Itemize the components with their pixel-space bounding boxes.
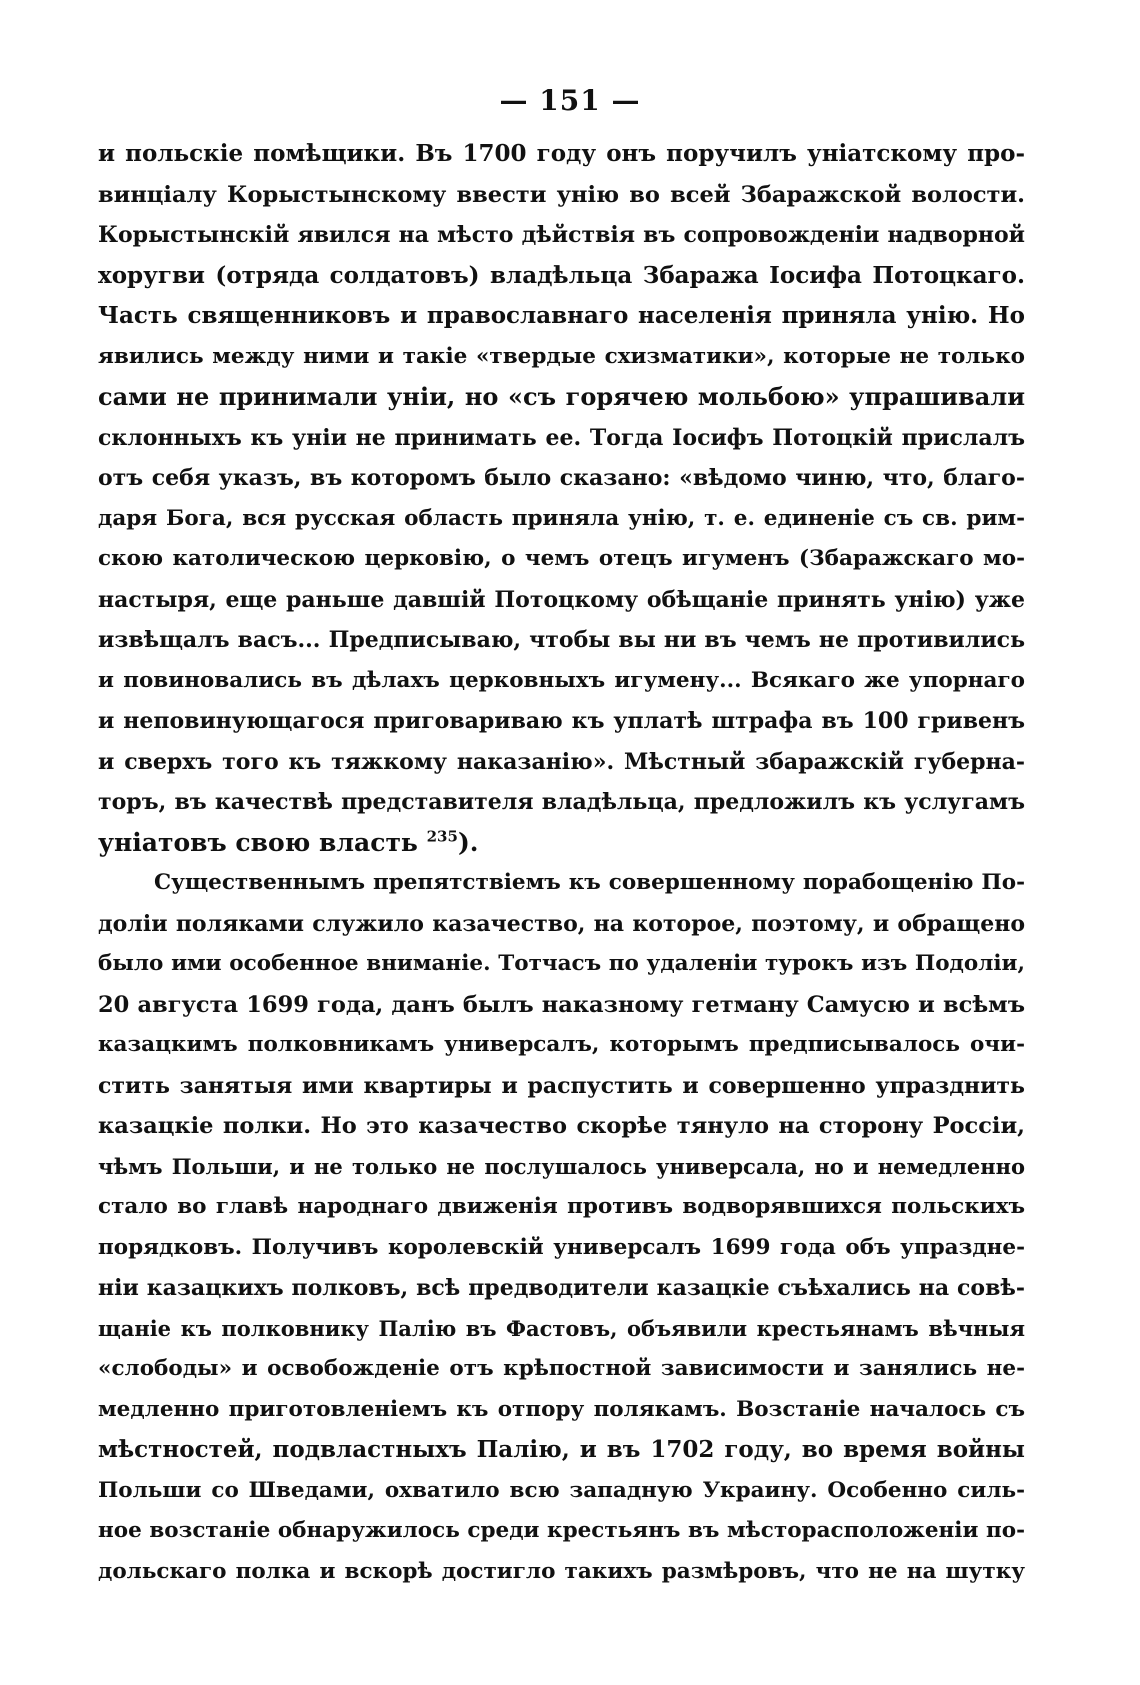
paragraph-2 bbox=[98, 863, 1025, 1592]
text-line: стало во главѣ народнаго движенія противъ водворявшихся польскихъ bbox=[98, 1194, 1025, 1219]
text-line: Существеннымъ препятствіемъ къ совершенному порабощенію По- bbox=[154, 870, 1025, 895]
text-line: было ими особенное вниманіе. Тотчасъ по удаленіи турокъ изъ Подоліи, bbox=[98, 951, 1025, 976]
text-line: Часть священниковъ и православнаго населенія приняла унію. Но bbox=[98, 302, 1025, 329]
text-line: казацкіе полки. Но это казачество скорѣе тянуло на сторону Россіи, bbox=[98, 1113, 1025, 1139]
text-line: казацкимъ полковникамъ универсалъ, которымъ предписывалось очи- bbox=[98, 1032, 1025, 1057]
text-line: ніи казацкихъ полковъ, всѣ предводители казацкіе съѣхались на совѣ- bbox=[98, 1275, 1025, 1301]
last-line-tail: ). bbox=[457, 827, 479, 857]
text-line: сами не принимали уніи, но «съ горячею мольбою» упрашивали bbox=[98, 382, 1025, 411]
text-line: мѣстностей, подвластныхъ Палію, и въ 1702 году, во время войны bbox=[98, 1436, 1025, 1463]
text-line: настыря, еще раньше давшій Потоцкому обѣщаніе принять унію) уже bbox=[98, 586, 1025, 613]
text-line: щаніе къ полковнику Палію въ Фастовъ, объявили крестьянамъ вѣчныя bbox=[98, 1315, 1025, 1341]
text-line: «слободы» и освобожденіе отъ крѣпостной зависимости и занялись не- bbox=[98, 1356, 1025, 1381]
text-line: ное возстаніе обнаружилось среди крестьянъ въ мѣсторасположеніи по- bbox=[98, 1518, 1025, 1543]
text-line: чѣмъ Польши, и не только не послушалось универсала, но и немедленно bbox=[98, 1153, 1025, 1179]
text-line: явились между ними и такіе «твердые схизматики», которые не только bbox=[98, 343, 1025, 369]
paragraph-1 bbox=[98, 134, 1025, 863]
last-line-text: уніатовъ свою власть bbox=[98, 827, 418, 857]
text-line: скою католическою церковію, о чемъ отецъ игуменъ (Збаражскаго мо- bbox=[98, 546, 1025, 571]
text-line: порядковъ. Получивъ королевскій универсалъ 1699 года объ упраздне- bbox=[98, 1234, 1025, 1260]
text-line: хоругви (отряда солдатовъ) владѣльца Збаража Іосифа Потоцкаго. bbox=[98, 261, 1025, 289]
text-line: доліи поляками служило казачество, на которое, поэтому, и обращено bbox=[98, 910, 1025, 937]
text-line: извѣщалъ васъ... Предписываю, чтобы вы ни въ чемъ не противились bbox=[98, 627, 1025, 653]
text-line: дольскаго полка и вскорѣ достигло такихъ размѣровъ, что не на шутку bbox=[98, 1558, 1025, 1584]
text-line-last bbox=[98, 823, 1025, 864]
text-line: и неповинующагося приговариваю къ уплатѣ штрафа въ 100 гривенъ bbox=[98, 708, 1025, 734]
text-line: склонныхъ къ уніи не принимать ее. Тогда Іосифъ Потоцкій прислалъ bbox=[98, 424, 1025, 451]
text-line: отъ себя указъ, въ которомъ было сказано: «вѣдомо чиню, что, благо- bbox=[98, 465, 1025, 491]
text-line: винціалу Корыстынскому ввести унію во всей Збаражской волости. bbox=[98, 181, 1025, 208]
text-line: медленно приготовленіемъ къ отпору полякамъ. Возстаніе началось съ bbox=[98, 1396, 1025, 1422]
text-line: 20 августа 1699 года, данъ былъ наказному гетману Самусю и всѣмъ bbox=[98, 991, 1025, 1018]
body-text bbox=[98, 134, 1025, 1592]
text-line: и польскіе помѣщики. Въ 1700 году онъ поручилъ уніатскому про- bbox=[98, 140, 1025, 167]
text-line: торъ, въ качествѣ представителя владѣльца, предложилъ къ услугамъ bbox=[98, 789, 1025, 815]
text-line: и повиновались въ дѣлахъ церковныхъ игумену... Всякаго же упорнаго bbox=[98, 667, 1025, 693]
text-line: и сверхъ того къ тяжкому наказанію». Мѣстный збаражскій губерна- bbox=[98, 748, 1025, 775]
text-line: Корыстынскій явился на мѣсто дѣйствія въ сопровожденіи надворной bbox=[98, 222, 1025, 248]
footnote-reference[interactable]: 235 bbox=[426, 827, 458, 846]
page-number: — 151 — bbox=[499, 84, 641, 117]
text-line: Польши со Шведами, охватило всю западную Украину. Особенно силь- bbox=[98, 1477, 1025, 1503]
text-line: даря Бога, вся русская область приняла унію, т. е. единеніе съ св. рим- bbox=[98, 505, 1025, 531]
text-line: стить занятыя ими квартиры и распустить и совершенно упразднить bbox=[98, 1072, 1025, 1099]
